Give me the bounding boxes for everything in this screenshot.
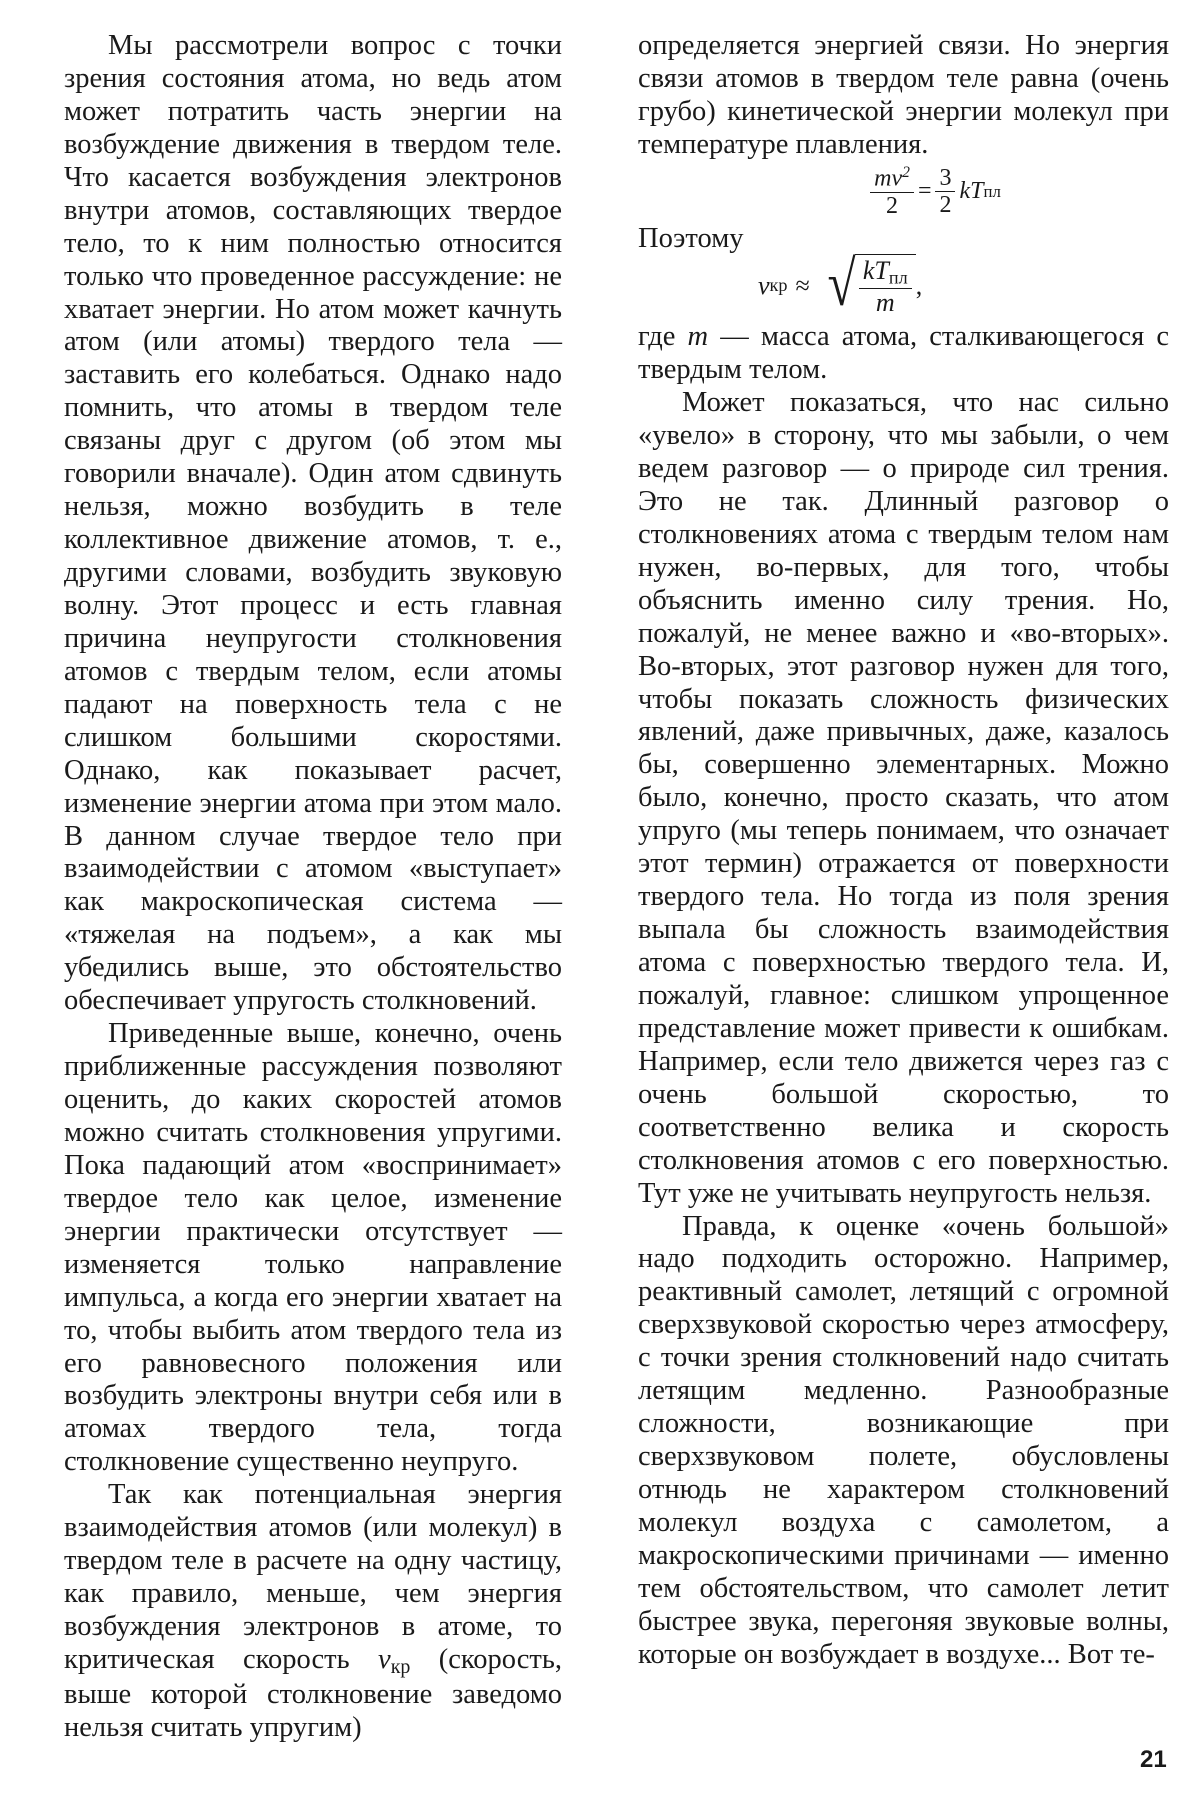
paragraph-text: Так как потенциальная энергия взаимодействия атомов (или молекул) в твердом теле в расчете на одну частицу, как правило, меньше, чем энергия возбуждения электронов в атоме, то критическая скорость: [64, 1479, 562, 1675]
radical-sign-icon: √: [827, 248, 856, 320]
formula-numerator: 3: [935, 165, 955, 192]
formula-kt: kT: [959, 177, 984, 204]
fraction-under-root: [859, 257, 912, 317]
paragraph: Приведенные выше, конечно, очень приближенные рассуждения позволяют оценить, до каких скоростей атомов можно считать столкновения упругими. Пока падающий атом «воспринимает» твердое тело как целое, изменение энергии практически отсутствует — изменяется только направление импульса, а когда его энергии хватает на то, чтобы выбить атом твердого тела из его равновесного положения или возбудить электроны внутри себя или в атомах твердого тела, тогда столкновение существенно неупруго.: [64, 1018, 562, 1478]
paragraph: определяется энергией связи. Но энергия связи атомов в твердом теле равна (очень грубо) кинетической энергии молекул при температуре плавления.: [638, 30, 1169, 160]
formula-kt: kT: [862, 256, 889, 286]
paragraph: Правда, к оценке «очень большой» надо подходить осторожно. Например, реактивный самолет, летящий с огромной сверхзвуковой скоростью через атмосферу, с точки зрения столкновений надо считать летящим медленно. Разнообразные сложности, возникающие при сверхзвуковом полете, обусловлены отнюдь не характером столкновений молекул воздуха с самолетом, а макроскопическими причинами — именно тем обстоятельством, что самолет летит быстрее звука, перегоняя звуковые волны, которые он возбуждает в воздухе... Вот те-: [638, 1210, 1169, 1670]
fraction-rhs: [935, 165, 955, 219]
therefore-line: Поэтому: [638, 223, 744, 255]
paragraph-text: (скорость, выше которой столкновение заведомо нельзя считать упругим): [64, 1643, 562, 1743]
formula-energy: [638, 164, 1169, 219]
formula-power: 2: [902, 163, 910, 181]
formula-approx: ≈: [795, 270, 810, 300]
paragraph: [638, 321, 1169, 387]
formula-v: v: [758, 270, 770, 300]
paragraph-text: — масса атома, сталкивающегося с твердым телом.: [638, 321, 1169, 386]
formula-equals: =: [917, 177, 932, 204]
subscript-kr: кр: [769, 275, 788, 296]
square-root: [824, 248, 916, 320]
formula-mv: mv: [874, 165, 903, 192]
page-number: 21: [1140, 1746, 1167, 1773]
paragraph: Мы рассмотрели вопрос с точки зрения состояния атома, но ведь атом может потратить часть энергии на возбуждение движения в твердом теле. Что касается возбуждения электронов внутри атомов, составляющих твердое тело, то к ним полностью относится только что проведенное рассуждение: не хватает энергии. Но атом может качнуть атом (или атомы) твердого тела — заставить его колебаться. Однако надо помнить, что атомы в твердом теле связаны друг с другом (об этом мы говорили вначале). Один атом сдвинуть нельзя, можно возбудить в теле коллективное движение атомов, т. е., другими словами, возбудить звуковую волну. Этот процесс и есть главная причина неупругости столкновения атомов с твердым телом, если атомы падают на поверхность тела с не слишком большими скоростями. Однако, как показывает расчет, изменение энергии атома при этом мало. В данном случае твердое тело при взаимодействии с атомом «выступает» как макроскопическая система — «тяжелая на подъем», а как мы убедились выше, это обстоятельство обеспечивает упругость столкновений.: [64, 30, 562, 1017]
paragraph-text: где: [638, 321, 676, 353]
formula-denominator: 2: [939, 191, 952, 218]
subscript-pl: пл: [888, 267, 908, 288]
right-column: [638, 30, 1169, 1672]
variable-m: m: [687, 321, 709, 353]
formula-denominator: 2: [886, 192, 899, 219]
variable-v: v: [378, 1643, 391, 1675]
subscript-pl: пл: [983, 181, 1001, 201]
formula-critical-speed: [638, 248, 1169, 320]
paragraph: [64, 1479, 562, 1745]
left-column: [64, 30, 562, 1745]
formula-m: m: [875, 287, 895, 317]
paragraph: Может показаться, что нас сильно «увело» в сторону, что мы забыли, о чем ведем разговор — о природе сил трения. Это не так. Длинный разговор о столкновениях атома с твердым телом нам нужен, во-первых, для того, чтобы объяснить именно силу трения. Но, пожалуй, не менее важно и «во-вторых». Во-вторых, этот разговор нужен для того, чтобы показать сложность физических явлений, даже привычных, даже, казалось бы, совершенно элементарных. Можно было, конечно, просто сказать, что атом упруго (мы теперь понимаем, что означает этот термин) отражается от поверхности твердого тела. Но тогда из поля зрения выпала бы сложность взаимодействия атома с поверхностью твердого тела. И, пожалуй, главное: слишком упрощенное представление может привести к ошибкам. Например, если тело движется через газ с очень большой скоростью, то соответственно велика и скорость столкновения атомов с его поверхностью. Тут уже не учитывать неупругость нельзя.: [638, 387, 1169, 1209]
formula-comma: ,: [915, 270, 923, 300]
subscript-kr: кр: [390, 1655, 411, 1678]
fraction-lhs: [870, 164, 914, 219]
